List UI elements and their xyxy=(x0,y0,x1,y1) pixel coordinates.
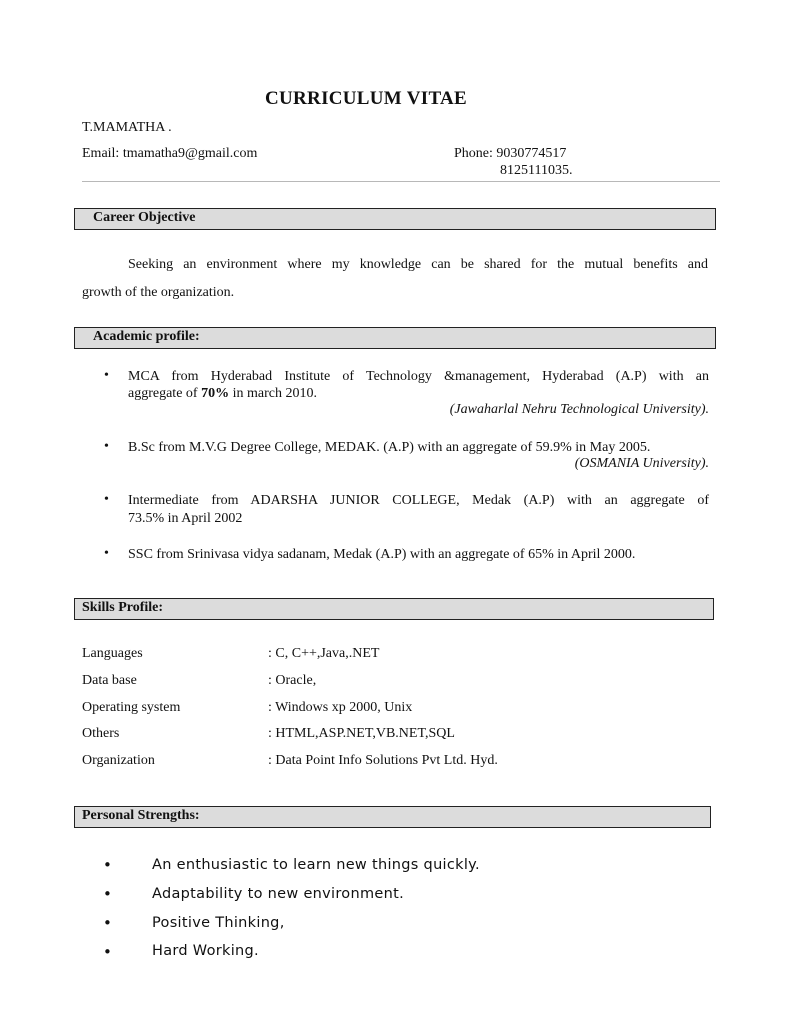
academic-item-mca-line1: MCA from Hyderabad Institute of Technology &management, Hyderabad (A.P) with an xyxy=(128,369,709,384)
skill-label-os: Operating system xyxy=(82,700,181,715)
academic-item-mca-line2 xyxy=(128,385,709,402)
objective-text-line1: Seeking an environment where my knowledge can be shared for the mutual benefits and xyxy=(128,257,708,272)
phone-text: Phone: 9030774517 xyxy=(454,146,567,161)
bullet-icon: • xyxy=(104,492,109,507)
objective-text-line2: growth of the organization. xyxy=(82,285,235,300)
section-heading: Skills Profile: xyxy=(82,600,164,615)
bullet-icon: • xyxy=(103,885,112,903)
bullet-icon: • xyxy=(104,546,109,561)
academic-item-bsc-line1: B.Sc from M.V.G Degree College, MEDAK. (A.P) with an aggregate of 59.9% in May 2005. xyxy=(128,440,651,455)
skill-value-languages: : C, C++,Java,.NET xyxy=(268,646,380,661)
mca-aggregate-suffix: in march 2010. xyxy=(229,386,317,401)
bullet-icon: • xyxy=(103,943,112,961)
skill-label-organization: Organization xyxy=(82,753,155,768)
section-heading: Career Objective xyxy=(93,210,196,225)
mca-aggregate-prefix: aggregate of xyxy=(128,386,202,401)
email-text: Email: tmamatha9@gmail.com xyxy=(82,146,258,161)
skill-label-others: Others xyxy=(82,726,120,741)
strength-item: An enthusiastic to learn new things quickly. xyxy=(152,857,480,873)
strength-item: Hard Working. xyxy=(152,943,259,959)
academic-item-intermediate-line1: Intermediate from ADARSHA JUNIOR COLLEGE, Medak (A.P) with an aggregate of xyxy=(128,493,709,508)
phone-secondary-text: 8125111035. xyxy=(500,163,573,178)
strength-item: Positive Thinking, xyxy=(152,915,285,931)
section-skills-profile xyxy=(74,598,714,620)
section-personal-strengths xyxy=(74,806,711,828)
bullet-icon: • xyxy=(104,439,109,454)
skill-value-others: : HTML,ASP.NET,VB.NET,SQL xyxy=(268,726,455,741)
candidate-name: T.MAMATHA . xyxy=(82,120,172,135)
page-title: CURRICULUM VITAE xyxy=(264,88,468,109)
section-academic-profile xyxy=(74,327,716,349)
strength-item: Adaptability to new environment. xyxy=(152,886,404,902)
bullet-icon: • xyxy=(103,914,112,932)
skill-value-os: : Windows xp 2000, Unix xyxy=(268,700,413,715)
bsc-university: (OSMANIA University). xyxy=(574,456,709,471)
mca-university: (Jawaharlal Nehru Technological University). xyxy=(449,402,709,417)
section-heading: Academic profile: xyxy=(93,329,200,344)
skill-label-database: Data base xyxy=(82,673,137,688)
section-career-objective xyxy=(74,208,716,230)
skill-value-organization: : Data Point Info Solutions Pvt Ltd. Hyd. xyxy=(268,753,498,768)
section-heading: Personal Strengths: xyxy=(82,808,200,823)
mca-aggregate-value: 70% xyxy=(201,386,230,401)
bullet-icon: • xyxy=(103,856,112,874)
bullet-icon: • xyxy=(104,368,109,383)
academic-item-ssc-line1: SSC from Srinivasa vidya sadanam, Medak (A.P) with an aggregate of 65% in April 2000. xyxy=(128,547,636,562)
header-divider xyxy=(82,181,720,182)
academic-item-intermediate-line2: 73.5% in April 2002 xyxy=(128,511,243,526)
skill-label-languages: Languages xyxy=(82,646,143,661)
skill-value-database: : Oracle, xyxy=(268,673,317,688)
